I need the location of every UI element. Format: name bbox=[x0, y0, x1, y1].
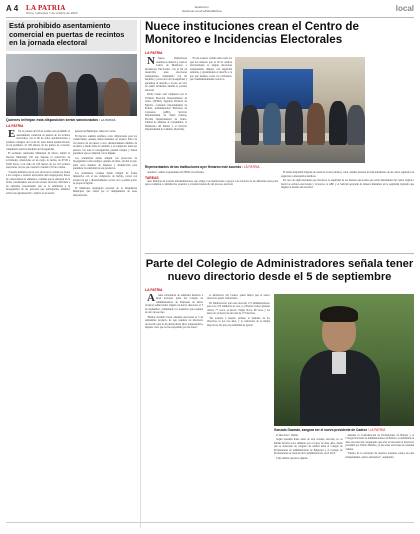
dateline: Oruro, miércoles 7 de octubre de 2020 bbox=[26, 11, 78, 15]
paragraph: El Sedes dispondrá brigadas de salud en el área urbana y rural, además prestará un funcionamiento de un centro regulador de urgencias y emergencias médicas. bbox=[281, 171, 414, 178]
section-label: local bbox=[395, 4, 414, 13]
top-lower-col-1 bbox=[145, 171, 278, 191]
caption-text: Representantes de las instituciones ayer firmaron este acuerdo bbox=[145, 165, 242, 169]
top-photo-caption bbox=[145, 165, 414, 169]
caption-credit: / LA PATRIA bbox=[367, 427, 386, 432]
drop-cap: N bbox=[147, 55, 155, 67]
social-links bbox=[182, 5, 222, 13]
bottom-story-photo bbox=[274, 294, 414, 426]
paragraph: "Dentro de la estructura de nuestros estatutos somos un ente independiente, somos autónomos", argumentó. bbox=[345, 452, 414, 459]
caption-credit: / LA PATRIA bbox=[99, 117, 116, 122]
left-body-col-2 bbox=[73, 130, 137, 198]
paragraph: el subdirector del Cadeor, quien indicó que el nuevo directorio quedó conformado. bbox=[207, 293, 270, 301]
facebook-link[interactable]: facebook.com/LaPatriaBolivia bbox=[182, 9, 222, 13]
bottom-headline: Parte del Colegio de Administradores señala tener nuevo directorio desde el 5 de septiembre bbox=[145, 258, 414, 283]
paragraph-text: En la jornada del 18 de octubre está prohibido el asentamiento comercial en puertas de los recintos electorales, con el fin de evitar aglomeraciones y posibles contagios de Covid-19, estos deben pueden hacerlo en un perímetro de 100 metros de los puntos de votación, cumpliendo estrictas medidas de bioseguridad. bbox=[6, 130, 70, 151]
bottom-lower-col-1 bbox=[274, 434, 343, 462]
left-story bbox=[6, 20, 137, 528]
paragraph: "De acuerdo a nuestro estatuto el mandato de los directivos es por tres años, y la contraloría de la simple mayoría se dio para la posibilidad de ejercer bbox=[207, 316, 270, 327]
masthead: LA PATRIA bbox=[26, 4, 66, 12]
paragraph: "Hemos decidido llevar adelante elecciones el 5 de septiembre producto de que tenemos un directorio reconocido que no ha desarrollado labor representativa, dejando claro que no fue respaldado por las bases". bbox=[145, 315, 203, 330]
bottom-photo-area bbox=[274, 294, 414, 462]
story-divider bbox=[145, 253, 414, 254]
paragraph: En caso de algún incidente que involucre la seguridad de las maletas electorales que serán distribuidas del centro logístico hacia los recintos electorales y viceversa, la ABC y el Sedcam apoyarán de manera inmediata en la seguridad logrando que lleguen al destino sin novedad. bbox=[281, 179, 414, 189]
top-story bbox=[145, 20, 414, 250]
caption-text: Quienes infrinjan esta disposición serán sancionados bbox=[6, 117, 99, 122]
photo-person bbox=[307, 103, 325, 145]
paragraph bbox=[145, 291, 203, 315]
caption-credit: / LA PATRIA bbox=[242, 165, 260, 169]
photo-person bbox=[241, 105, 259, 145]
left-headline-box bbox=[6, 20, 137, 51]
paragraph: "Cuando hablamos de un acto electoral es común ver frente a los colegios o recintos electorales cierta segregación, llenos de comerciantes de alimentos, comidas que se entregan en la fecha, consideramos que en este evento electoral, vinculado a un elemento trascendental que es la salubridad y la bioseguridad de las personas que participarán, debemos evitar esta aglomeración", explicó el secretario bbox=[6, 170, 70, 195]
top-body-col-1 bbox=[145, 57, 187, 163]
photo-person bbox=[285, 101, 303, 145]
bottom-body-col-2 bbox=[207, 294, 270, 462]
photo-person bbox=[104, 78, 130, 116]
caption-text: Gonzalo Guzmán, asegura ser el nuevo presidente de Cadeor bbox=[274, 427, 367, 432]
left-story-photo bbox=[6, 54, 137, 116]
bottom-lower-col-2 bbox=[346, 434, 415, 462]
paragraph: semanas la Confederación de Profesionales de Bolivia y el Colegio Nacional de Administradores de Bolivia, se manifestaron ante esta elección, asegurando que sólo reconocerán al directorio presidido por Vinicio Mendes, ya que estas elecciones no tendrían validez. bbox=[345, 433, 415, 451]
photo-person bbox=[16, 76, 38, 116]
subhead: TAREAS bbox=[145, 175, 159, 180]
paragraph: El Decreto además establece otras obligaciones para los comerciantes, quienes deben mantener un espacio físico de dos metros de un puesto a otro, distanciamiento mínimo de un metro y medio entre el vendedor y el comprador, tener sus puestos con toda la bioseguridad, pueden trabajar y deben garantizar que se cumplan con la higiene. bbox=[73, 134, 137, 156]
top-photo-area bbox=[235, 57, 365, 163]
bottom-lower-body bbox=[274, 434, 414, 462]
page-number: A 4 bbox=[6, 4, 19, 13]
bottom-story bbox=[145, 258, 414, 520]
paragraph: Dicho Centro está compuesto por el Tribunal Electoral Departamental de Oruro (TEDO), Segunda División de Ejército, Comando Departamental de Policía, Administradora Boliviana de Carreteras (ABC), Servicio Departamental de Salud (Sedes), Fiscalía Departamental de Oruro, Unidad de Defensa al Consumidor, la Defensoría del Pueblo y el Servicio Departamental de Caminos (Sedcam). bbox=[145, 93, 187, 131]
paragraph: orureños", señaló el presidente del TEDO, Iver Pereira. bbox=[147, 171, 205, 174]
paragraph: Cabe señalar que hace algunas bbox=[276, 456, 308, 460]
left-headline: Está prohibido asentamiento comercial en puertas de recintos en la jornada electoral bbox=[9, 21, 125, 48]
website-link[interactable]: lapatria.bo bbox=[194, 5, 209, 9]
drop-cap: A bbox=[147, 291, 155, 304]
top-kicker: LA PATRIA bbox=[145, 51, 163, 55]
page-header bbox=[6, 4, 414, 16]
left-kicker: LA PATRIA bbox=[6, 124, 24, 129]
paragraph: Según Guzmán hasta antes de esta reciente elección, no se habían llevado actos similares por el lapso de siete años, desde que se desarrolló un congreso de unidad entre el Colegio de Profesionales en Administración de Empresas y el Colegio de Profesionales en Ciencias de la Administración, en el 2013. bbox=[274, 438, 343, 456]
header-divider bbox=[6, 17, 414, 18]
left-body-col-1 bbox=[6, 130, 70, 198]
paragraph: Ayer firmaron un acuerdo interinstitucional, que obliga a las instituciones a apoyar con servicios de las diferentes áreas para que se cumplan a cabalidad los acuerdos y el normal desarrollo del proceso electoral. bbox=[145, 179, 278, 186]
paragraph: El Municipio desplegará personal de la Intendencia Municipal, que velará por el cumplimiento de estas disposiciones. bbox=[73, 186, 137, 197]
top-lower-col-2 bbox=[281, 171, 414, 191]
drop-cap: E bbox=[8, 128, 16, 141]
photo-person bbox=[329, 101, 347, 145]
paragraph: "Es un acuerdo común entre todos los que nos interesa que el 18 de octubre efectivamente se tengan elecciones transparentes, limpias, con seguridad sanitaria, y garantizando el derecho a la paz que tenemos todos los bolivianos, pero fundamentalmente todos los bbox=[190, 57, 232, 81]
paragraph: El Gobierno Autónomo Municipal de Oruro, emitió el Decreto Municipal 158 que dispone la restricción de actividades comerciales en un rango de fechas, de 07:00 a 18:00 horas, a un radio de 100 metros de los 118 recintos electorales con los que contará la ciudad el 18 de octubre. bbox=[6, 152, 70, 170]
paragraph-text: Nueve instituciones orureñas se unieron y crean el Centro de Monitoreo e Incidencias Electorales, con el fin de desarrollar unas elecciones transparentes, cumpliendo con las medidas y protocolos de bioseguridad y garantizar el derecho a la paz, en caso de existir incidentes durante la jornada electoral. bbox=[145, 57, 187, 92]
paragraph bbox=[6, 130, 70, 151]
top-lower-body bbox=[145, 171, 414, 191]
photo-person bbox=[347, 105, 365, 145]
photo-shirt bbox=[332, 352, 346, 374]
photo-person bbox=[76, 74, 98, 116]
bottom-kicker: LA PATRIA bbox=[145, 287, 163, 292]
paragraph: Los vendedores deben cumplir con protocolos de bioseguridad como barbijos, guantes de látex, alcohol en gel, entre otros insumos de limpieza y desinfección para garantizar la salubridad de sus productos. bbox=[73, 156, 137, 171]
top-headline: Nuece instituciones crean el Centro de Monitoreo e Incidencias Electorales bbox=[145, 20, 359, 46]
photo-person-hair bbox=[320, 306, 358, 322]
photo-person bbox=[263, 103, 281, 145]
paragraph: En Subdirectorio para esta elección 173 administradores, pero solo 155 emitieron su voto, y el Frente Cadeor ganador obtuvo 77 votos, el tercero Vargas Nova, 66 votos y los nulos de 12 fueron de un total de 173 inscritos. bbox=[207, 301, 270, 316]
photo-person bbox=[44, 72, 68, 116]
left-photo-caption bbox=[6, 118, 137, 123]
paragraph: general del Municipio, Marcelo Cortez. bbox=[75, 130, 117, 134]
bottom-body-col-1 bbox=[145, 291, 203, 462]
paragraph-text: Ante advertencia de entidades matrices a nivel nacional, parte del Colegio de Administradores de Empresas de Oruro (Cadeor) señala haber elegido un nuevo directorio el 5 de septiembre, cumpliendo los requisitos que requiere un acto de ese tipo. bbox=[145, 293, 203, 315]
top-body-col-2 bbox=[190, 57, 232, 163]
top-story-photo bbox=[235, 57, 365, 163]
bottom-body bbox=[145, 291, 415, 462]
top-body bbox=[145, 57, 414, 163]
paragraph: el directorio", añadió. bbox=[276, 433, 299, 437]
photo-banner bbox=[243, 69, 313, 109]
footer-divider bbox=[6, 522, 414, 523]
bottom-photo-caption bbox=[274, 428, 414, 432]
paragraph bbox=[145, 57, 187, 92]
left-body bbox=[6, 130, 137, 198]
column-divider bbox=[140, 20, 141, 528]
paragraph: Los ciudadanos votantes deben cumplir de forma imperativa con el uso obligatorio de barbijo, portar con alcohol en gel y distanciamiento social, en lo posible portar su propio bolígrafo. bbox=[73, 171, 137, 186]
